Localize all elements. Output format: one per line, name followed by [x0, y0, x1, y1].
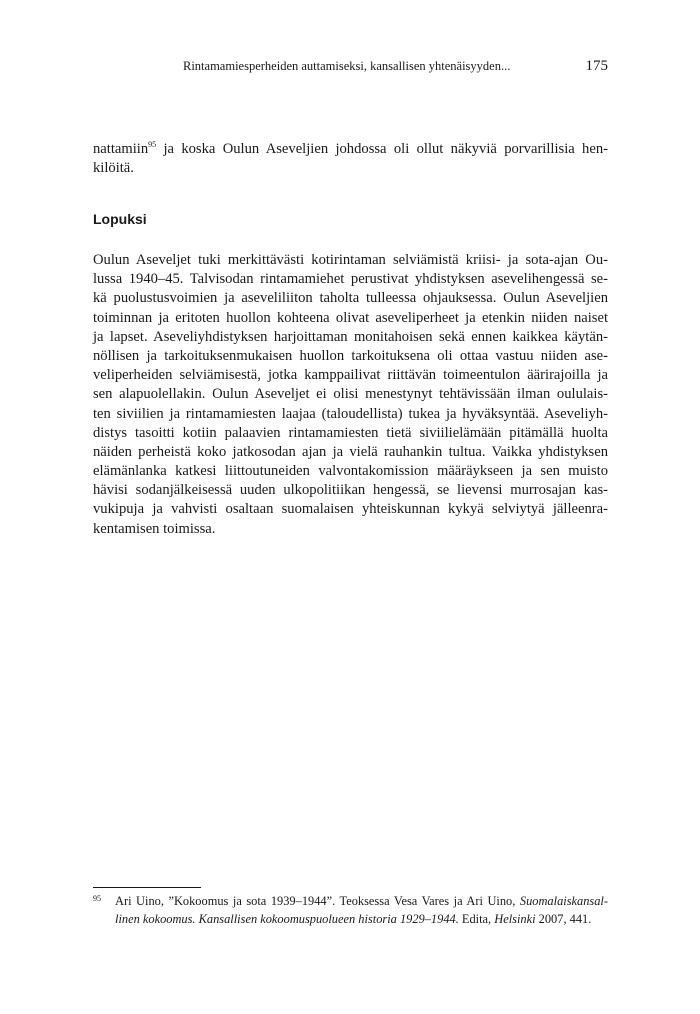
- footnote-italic-text: Helsinki: [494, 912, 536, 926]
- intro-text-rest: ja koska Oulun Aseveljien johdossa oli ollut näkyviä porvarillisia hen-: [156, 141, 608, 157]
- paragraph-line: veliperheiden selviämisestä, jotka kamppailivat riittävän toimeentulon äärirajoilla ja: [93, 367, 608, 384]
- footnote-body: [115, 892, 608, 928]
- paragraph-line: distys tasoitti kotiin palaavien rintamamiesten tietä siviilielämään pitämällä huolta: [93, 424, 608, 441]
- page-number: 175: [585, 58, 608, 74]
- paragraph-line: lussa 1940–45. Talvisodan rintamamiehet perustivat yhdistyksen asevelihengessä se-: [93, 271, 608, 288]
- paragraph-line: elämänlanka katkesi liittoutuneiden valvontakomission määräykseen ja sen muisto: [93, 463, 608, 480]
- running-title: Rintamamiesperheiden auttamiseksi, kansallisen yhtenäisyyden...: [183, 59, 511, 73]
- paragraph-line: vukipuja ja vahvisti osaltaan suomalaisen yhteiskunnan kykyä selviytyä jälleenra-: [93, 501, 608, 518]
- footnote-text: Edita,: [458, 912, 495, 926]
- paragraph-line: kä puolustusvoimien ja aseveliliiton taholta tulleessa ohjauksessa. Oulun Aseveljien: [93, 290, 608, 307]
- footnote-number: 95: [93, 894, 101, 903]
- footnote-line-2: [115, 910, 608, 928]
- paragraph-line: Oulun Aseveljet tuki merkittävästi kotirintaman selviämistä kriisi- ja sota-ajan Ou-: [93, 252, 608, 268]
- paragraph-line: ja lapset. Aseveliyhdistyksen harjoittaman monitahoisen sekä ennen kaikkea käytän-: [93, 328, 608, 345]
- paragraph-line: toiminnan ja eritoten huollon kohteena olivat aseveliperheet ja etenkin niiden naiset: [93, 309, 608, 326]
- paragraph-line: näiden perheistä koko jatkosodan ajan ja vielä rauhankin tultua. Vaikka yhdistyksen: [93, 443, 608, 460]
- footnote-text: Ari Uino, ”Kokoomus ja sota 1939–1944”. Teoksessa Vesa Vares ja Ari Uino,: [115, 894, 520, 908]
- paragraph-line: hävisi sodanjälkeisessä uuden ulkopolitiikan hengessä, se lievensi murrosajan kas-: [93, 482, 608, 499]
- footnote-italic-text: Suomalaiskansal-: [519, 894, 608, 908]
- intro-text-start: nattamiin: [93, 141, 149, 157]
- paragraph-line: kentamisen toimissa.: [93, 520, 216, 537]
- intro-line-1: [93, 140, 608, 159]
- intro-line-2: kilöitä.: [93, 160, 134, 177]
- section-heading: Lopuksi: [93, 211, 147, 227]
- footnote-line-1: [115, 892, 608, 910]
- conclusion-paragraph: [93, 251, 608, 539]
- paragraph-line: nöllisen ja tarkoituksenmukaisen huollon tarkoituksena oli ottaa vastuu niiden ase-: [93, 347, 608, 364]
- footnote-divider: [93, 887, 201, 888]
- footnote-text: 2007, 441.: [535, 912, 592, 926]
- footnote-reference: 95: [148, 140, 157, 150]
- paragraph-line: ten siviilien ja rintamamiesten laajaa (taloudellista) tukea ja hyväksyntää. Aseveliyh-: [93, 405, 608, 422]
- intro-paragraph: [93, 140, 608, 178]
- running-header: [150, 55, 608, 77]
- paragraph-line: sen alapuolellakin. Oulun Aseveljet ei olisi menestynyt tehtävissään ilman oululais-: [93, 386, 608, 403]
- footnote-italic-text: linen kokoomus. Kansallisen kokoomuspuolueen historia 1929–1944.: [115, 912, 459, 926]
